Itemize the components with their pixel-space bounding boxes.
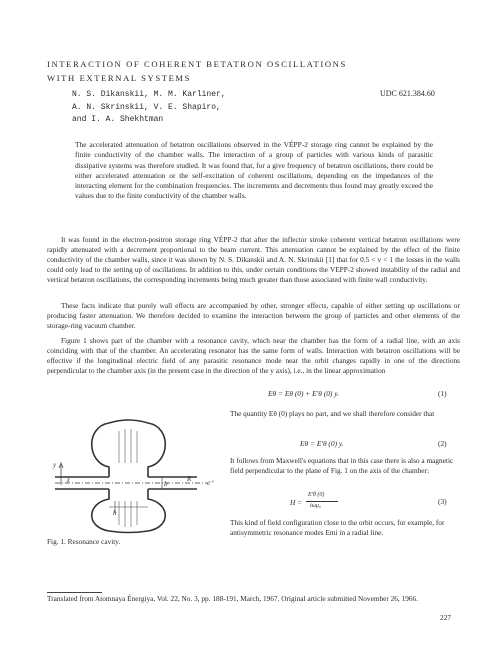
footnote-rule <box>47 592 102 593</box>
gap-label-h: h <box>113 509 117 517</box>
paper-title <box>47 57 347 85</box>
author-list <box>72 89 226 127</box>
body-text-2: These facts indicate that purely wall effects are accompanied by other, stronger effects, capable of either setting up oscillations or producing faster attenuation. We therefore decided to examine the interaction between the group of particles and other elements of the storage-ring vacuum chamber. <box>47 301 460 330</box>
body-text-3: Figure 1 shows part of the chamber with a resonance cavity, which near the chamber has the form of a radial line, with an axis coinciding with that of the chamber. An accelerating resonator has the same form of walls. Interaction with betatron oscillations will be effective if the longitudinal electric field of any parasitic resonance mode near the orbit changes rapidly in one of the directions perpendicular to the chamber axis (in the present case in the direction of the y axis), i.e., in the linear approximation <box>47 336 460 375</box>
body-paragraph-3 <box>47 336 460 376</box>
page-number: 227 <box>440 613 452 622</box>
resonance-cavity-figure <box>47 405 227 535</box>
body-text-1: It was found in the electron-positron storage ring VÉPP-2 that after the inflector stroke coherent vertical betatron oscillations were rapidly attenuated with a decrement proportional to the beam current. This attenuation cannot be explained by the effect of the finite conductivity of the chamber walls, since it was shown by N. S. Dikanskii and A. N. Skrinskii [1] that for 0.5 < ν < 1 the losses in the walls could only lead to the setting up of oscillations. In addition to this, under certain conditions the VEPP-2 showed instability of the radial and vertical betatron oscillations, the corresponding increments being much greater than those associated with finite wall conductivity. <box>47 235 460 284</box>
body-paragraph-1 <box>47 235 460 285</box>
author-line-1: N. S. Dikanskii, M. M. Karliner, <box>72 90 226 99</box>
quantity-text: The quantity Eθ (0) plays no part, and we shall therefore consider that <box>230 409 435 418</box>
udc-code: UDC 621.384.60 <box>380 89 435 98</box>
figure-caption: Fig. 1. Resonance cavity. <box>47 537 121 546</box>
equation-3-denominator: iωμ₀ <box>310 503 322 509</box>
author-line-2: A. N. Skrinskii, V. E. Shapiro, <box>72 102 221 112</box>
equation-1-number: (1) <box>438 389 447 398</box>
z-label: z <box>67 476 70 484</box>
equation-2-number: (2) <box>438 439 447 448</box>
radius-label: R <box>187 475 192 483</box>
equation-3-number: (3) <box>438 497 447 506</box>
author-line-3: and I. A. Shekhtman <box>72 115 164 124</box>
abstract: The accelerated attenuation of betatron oscillations observed in the VÉPP-2 storage ring cannot be explained by the finite conductivity of the chamber walls. The interaction of a group of particles with various kinds of parasitic dissipative systems was therefore studied. It was found that, for a give frequency of betatron oscillations, there could be either accelerated attenuation or the self-excitation of coherent oscillations, depending on the impedances of the interacting element for the combination frequencies. The increments and decrements thus found may greatly exceed the values due to the finite conductivity of the chamber walls. <box>75 140 433 201</box>
footnote: Translated from Atomnaya Énergiya, Vol. 22, No. 3, pp. 188-191, March, 1967. Original article submitted November 26, 1966. <box>47 594 419 603</box>
body-paragraph-2 <box>47 301 460 331</box>
title-line-2: WITH EXTERNAL SYSTEMS <box>47 73 192 83</box>
title-line-1: INTERACTION OF COHERENT BETATRON OSCILLATIONS <box>47 59 347 69</box>
equation-3-numerator: E′θ (0) <box>308 492 325 498</box>
positron-label: e⁺ <box>207 479 214 487</box>
field-configuration-text: This kind of field configuration close to the orbit occurs, for example, for antisymmetric resonance modes Emi in a radial line. <box>230 518 445 537</box>
equation-1: Eθ = Eθ (0) + E′θ (0) y. <box>268 389 339 398</box>
width-label-b: b <box>164 480 168 488</box>
y-axis-label: y <box>53 461 57 469</box>
equation-3-lhs: H = <box>290 498 303 507</box>
equation-3-fraction-bar <box>306 501 338 502</box>
maxwell-text: It follows from Maxwell's equations that in this case there is also a magnetic field perpendicular to the plane of Fig. 1 on the axis of the chamber: <box>230 456 454 475</box>
equation-2: Eθ = E′θ (0) y. <box>300 439 344 448</box>
